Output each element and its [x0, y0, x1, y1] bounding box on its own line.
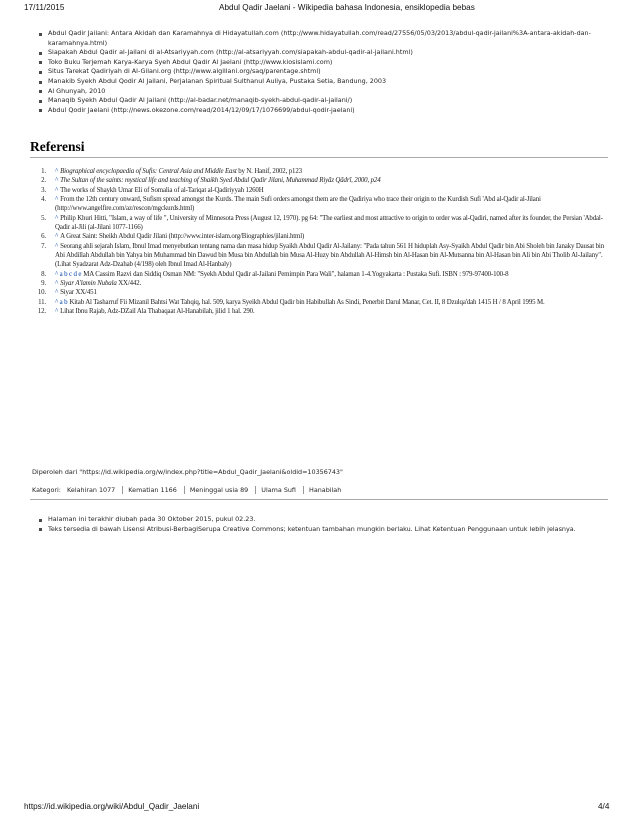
- reference-item: [30, 167, 610, 176]
- backlink-caret[interactable]: ^: [55, 242, 59, 250]
- reference-item: [30, 298, 610, 307]
- reference-text: Kitab Al Tasharruf Fii Mizanil Bahtsi Wat Tahqiq, hal. 509, karya Syeikh Abdul Qadir bin Habibullah As Sindi, Penerbit Darul Manar, Cet. II, 8 Dzulqa'dah 1415 H / 8 April 1995 M.: [69, 298, 545, 306]
- retrieved-from[interactable]: Diperoleh dari "https://id.wikipedia.org/w/index.php?title=Abdul_Qadir_Jaelani&oldid=10356743": [32, 468, 343, 476]
- backlink-caret[interactable]: ^: [55, 186, 59, 194]
- external-link[interactable]: Abdul Qodir Jaelani (http://news.okezone.com/read/2014/12/09/17/1076699/abdul-qodir-jaelani): [38, 106, 604, 116]
- reference-title: Biographical encyclopaedia of Sufis: Central Asia and Middle East: [60, 168, 237, 175]
- reference-number: 8.: [41, 270, 46, 278]
- last-modified-note: Halaman ini terakhir diubah pada 30 Oktober 2015, pukul 02.23.: [38, 515, 604, 525]
- print-title: Abdul Qadir Jaelani - Wikipedia bahasa Indonesia, ensiklopedia bebas: [219, 3, 475, 12]
- reference-text: by N. Hanif, 2002, p123: [236, 168, 302, 175]
- backlink-caret[interactable]: ^: [55, 308, 59, 316]
- reference-number: 7.: [41, 242, 46, 250]
- reference-number: 11.: [38, 298, 46, 306]
- print-date: 17/11/2015: [24, 3, 65, 12]
- references-divider: [30, 157, 608, 158]
- print-footer: [0, 802, 638, 814]
- reference-item: [30, 214, 610, 233]
- category-link[interactable]: Hanabilah: [303, 486, 346, 494]
- reference-number: 9.: [41, 280, 46, 288]
- reference-item: [30, 186, 610, 195]
- backlink-caret[interactable]: ^ a b c d e: [55, 270, 82, 278]
- category-link[interactable]: Ulama Sufi: [255, 486, 301, 494]
- backlink-caret[interactable]: ^: [55, 289, 59, 297]
- backlink-caret[interactable]: ^: [55, 233, 59, 241]
- print-header: [0, 3, 638, 15]
- backlink-caret[interactable]: ^: [55, 280, 59, 288]
- reference-item: [30, 279, 610, 288]
- reference-text: Philip Khuri Hitti, "Islam, a way of life ", University of Minnesota Press (August 12, 1970). pg 64: "The earliest and most attractive to origin to order was al-Qadiri, named after its founder, the Persian 'Abdal-Qadir al-Jili (al-Jilani 1077-1166): [55, 214, 603, 232]
- references-heading: Referensi: [30, 139, 85, 154]
- page-number: 4/4: [598, 802, 610, 811]
- backlink-caret[interactable]: ^ a b: [55, 298, 68, 306]
- reference-number: 2.: [41, 177, 46, 185]
- footer-info-list: [38, 515, 604, 534]
- external-link[interactable]: Situs Tarekat Qadiriyah di Al-Gilani.org (http://www.algillani.org/saq/parentage.shtml): [38, 67, 604, 77]
- external-link[interactable]: Manakib Syekh Abdul Qodir Al Jailani, Perjalanan Spiritual Sulthanul Auliya, Pustaka Setia, Bandung, 2003: [38, 77, 604, 87]
- reference-title: Siyar A'lamin Nubala: [60, 280, 117, 288]
- category-link[interactable]: Kematian 1166: [122, 486, 182, 494]
- reference-item: [30, 232, 610, 241]
- external-link[interactable]: Toko Buku Terjemah Karya-Karya Syeh Abdul Qadir Al Jaelani (http://www.kiosislami.com): [38, 58, 604, 68]
- reference-number: 10.: [37, 289, 46, 297]
- license-note: Teks tersedia di bawah Lisensi Atribusi-BerbagiSerupa Creative Commons; ketentuan tambahan mungkin berlaku. Lihat Ketentuan Penggunaan untuk lebih jelasnya.: [38, 525, 604, 535]
- reference-text: XX/442.: [116, 280, 142, 288]
- category-bar: [32, 486, 346, 494]
- category-divider: [30, 499, 608, 500]
- reference-number: 5.: [41, 214, 46, 222]
- backlink-caret[interactable]: ^: [55, 168, 59, 175]
- backlink-caret[interactable]: ^: [55, 214, 59, 222]
- reference-number: 12.: [37, 308, 46, 316]
- reference-text: Seorang ahli sejarah Islam, Ibnul Imad menyebutkan tentang nama dan masa hidup Syaikh Abdul Qadir Al-Jailany: "Pada tahun 561 H hiduplah Asy-Syaikh Abdul Qadir bin Abi Sholeh bin Janaky Dausat bin Abi Abdillah Abdullah bin Yahya bin Muhammad bin Dawud bin Musa bin Abdullah bin Musa Al-Huzy bin Abdullah Al-Himsh bin Al-Hasan bin Al-Mutsanna bin Al-Hasan bin Ali bin Abi Tholib Al-Jailany". (Lihat Syadzarat Adz-Dzahab (4/198) oleh Ibnul Imad Al-Hanbaly): [55, 242, 604, 269]
- reference-text: MA Cassim Razvi dan Siddiq Osman NM: "Syekh Abdul Qadir al-Jailani Pemimpin Para Wali", halaman 1-4.Yogyakarta : Pustaka Sufi. ISBN : 979-97400-100-8: [83, 270, 509, 278]
- reference-number: 4.: [41, 196, 46, 204]
- reference-number: 6.: [41, 233, 46, 241]
- reference-item: [30, 270, 610, 279]
- references-list: [30, 167, 610, 317]
- backlink-caret[interactable]: ^: [55, 177, 59, 185]
- reference-number: 1.: [41, 168, 46, 175]
- external-link[interactable]: Manaqib Syekh Abdul Qadir Al Jailani (http://al-badar.net/manaqib-syekh-abdul-qadir-al-jailani/): [38, 96, 604, 106]
- reference-title: The Sultan of the saints: mystical life and teaching of Shaikh Syed Abdul Qadir Jilani, Muhammad Riyāz Qādrī, 2000, p24: [60, 177, 381, 185]
- reference-item: [30, 195, 610, 214]
- external-link[interactable]: Abdul Qadir Jailani: Antara Akidah dan Karamahnya di Hidayatullah.com (http://www.hidayatullah.com/read/27556/05/03/2013/abdul-qadir-jailani%3A-antara-akidah-dan-karamahnya.html): [38, 29, 604, 48]
- category-link[interactable]: Meninggal usia 89: [184, 486, 253, 494]
- reference-number: 3.: [41, 186, 46, 194]
- reference-item: [30, 288, 610, 297]
- reference-item: [30, 176, 610, 185]
- reference-text: Lihat Ibnu Rajab, Adz-DZail Ala Thabaqaat Al-Hanabilah, jilid 1 hal. 290.: [60, 308, 255, 316]
- reference-text: Siyar XX/451: [60, 289, 97, 297]
- external-links-list: [38, 29, 604, 115]
- external-link[interactable]: Al Ghunyah, 2010: [38, 87, 604, 97]
- print-url: https://id.wikipedia.org/wiki/Abdul_Qadir_Jaelani: [24, 802, 200, 811]
- reference-item: [30, 307, 610, 316]
- category-label: Kategori:: [32, 486, 61, 494]
- backlink-caret[interactable]: ^: [55, 196, 59, 204]
- reference-text: A Great Saint: Sheikh Abdul Qadir Jilani (http://www.inter-islam.org/Biographies/jilani.html): [60, 233, 305, 241]
- external-link[interactable]: Siapakah Abdul Qadir al-Jailani di al-Atsariyyah.com (http://al-atsariyyah.com/siapakah-abdul-qadir-al-jailani.html): [38, 48, 604, 58]
- reference-text: From the 12th century onward, Sufism spread amongst the Kurds. The main Sufi orders amongst them are the Qadiriya who trace their origin to the Kurdish Sufi 'Abd al-Qadir al-Jilani (http://www.angelfire.com/az/rescon/mgckurds.html): [55, 196, 541, 213]
- reference-text: The works of Shaykh Umar Eli of Somalia of al-Tariqat al-Qadiriyyah 1260H: [60, 186, 264, 194]
- reference-item: [30, 242, 610, 270]
- category-link[interactable]: Kelahiran 1077: [67, 486, 116, 494]
